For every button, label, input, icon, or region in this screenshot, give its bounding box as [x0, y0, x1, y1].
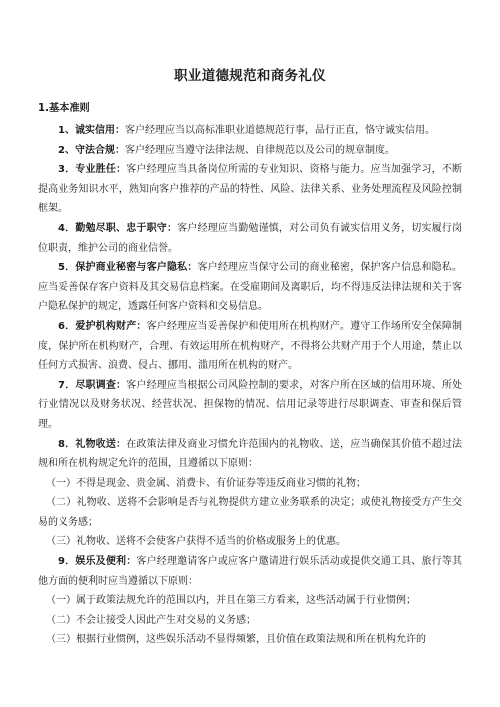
principle-label: 4．勤勉尽职、忠于职守：	[58, 222, 178, 234]
principle-text: 客户经理应当遵守法律法规、自律规范以及公司的规章制度。	[124, 144, 395, 156]
section-heading: 1.基本准则	[38, 103, 90, 114]
principle-paragraph	[38, 435, 462, 474]
sub-clause: （一）不得是现金、贵金属、消费卡、有价证券等违反商业习惯的礼物；	[46, 477, 366, 489]
principle-text: 客户经理邀请客户或应客户邀请进行娱乐活动或提供交通工具、旅行等其他方面的便利时应当遵循以下原则：	[38, 556, 462, 587]
principle-paragraph	[38, 160, 462, 219]
principle-text: 客户经理应当妥善保护和使用所在机构财产。遵守工作场所安全保障制度，保护所在机构财产，合理、有效运用所在机构财产，不得将公共财产用于个人用途，禁止以任何方式损害、浪费、侵占、挪用、滥用所在机构的财产。	[38, 320, 463, 372]
principle-paragraph	[38, 258, 462, 317]
principle-label: 2、守法合规：	[58, 144, 125, 156]
document-body	[38, 121, 462, 650]
principle-label: 1、诚实信用：	[58, 125, 125, 136]
principle-paragraph	[38, 141, 462, 161]
principle-label: 3．专业胜任：	[58, 164, 127, 176]
sub-clause: （三）礼物收、送将不会使客户获得不适当的价格或服务上的优惠。	[46, 536, 346, 548]
principle-label: 7．尽职调查：	[58, 379, 127, 391]
sub-clause: （二）不会让接受人因此产生对交易的义务感；	[46, 614, 256, 626]
principle-paragraph	[38, 219, 462, 258]
principle-paragraph	[38, 552, 462, 591]
principle-text: 客户经理应当以高标准职业道德规范行事，品行正直，恪守诚实信用。	[124, 125, 435, 136]
principle-text: 客户经理应当勤勉谨慎，对公司负有诚实信用义务，切实履行岗位职责，维护公司的商业信誉。	[38, 222, 462, 254]
principle-label: 5．保护商业秘密与客户隐私：	[58, 262, 198, 274]
principle-label: 9．娱乐及便利：	[58, 556, 137, 568]
sub-clause: （二）礼物收、送将不会影响是否与礼物提供方建立业务联系的决定；或使礼物接受方产生交易的义务感；	[38, 497, 462, 528]
page-title: 职业道德规范和商务礼仪	[174, 68, 326, 84]
principle-paragraph	[38, 376, 462, 435]
principle-text: 在政策法律及商业习惯允许范围内的礼物收、送，应当确保其价值不超过法规和所在机构规定允许的范围，且遵循以下原则：	[38, 438, 463, 470]
sub-clause: （一）属于政策法规允许的范围以内，并且在第三方看来，这些活动属于行业惯例；	[46, 595, 416, 607]
sub-clause: （三）根据行业惯例，这些娱乐活动不显得频繁，且价值在政策法规和所在机构允许的	[46, 634, 426, 646]
principle-label: 8．礼物收送：	[58, 438, 127, 450]
principle-paragraph	[38, 317, 462, 376]
principle-text: 客户经理应当根据公司风险控制的要求，对客户所在区域的信用环境、所处行业情况以及财务状况、经营状况、担保物的情况、信用记录等进行尽职调查、审查和保后管理。	[38, 379, 463, 430]
principle-label: 6．爱护机构财产：	[58, 320, 147, 332]
principle-text: 客户经理应当具备岗位所需的专业知识、资格与能力。应当加强学习，不断提高业务知识水平，熟知向客户推荐的产品的特性、风险、法律关系、业务处理流程及风险控制框架。	[38, 164, 463, 215]
principle-text: 客户经理应当保守公司的商业秘密，保护客户信息和隐私。应当妥善保存客户资料及其交易信息档案。在受雇期间及离职后，均不得违反法律法规和关于客户隐私保护的规定，透露任何客户资料和交易信息。	[38, 262, 462, 313]
principle-paragraph	[38, 121, 462, 141]
